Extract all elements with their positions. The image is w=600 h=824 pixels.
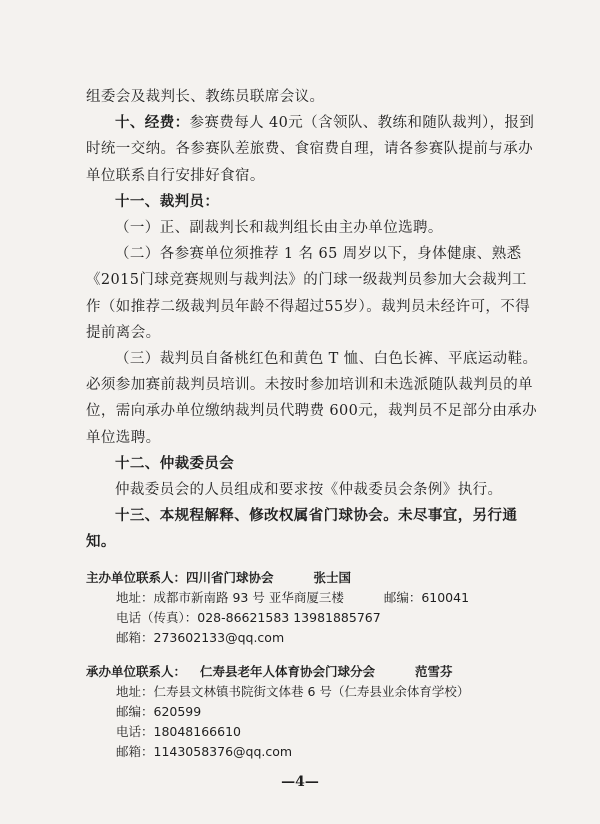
paragraph-referee-2: （二）各参赛单位须推荐 1 名 65 周岁以下，身体健康、熟悉《2015门球竞赛规则与裁判法》的门球一级裁判员参加大会裁判工作（如推荐二级裁判员年龄不得超过55岁）。裁判员未经许可，不得提前离会。 bbox=[86, 246, 531, 341]
paragraph-fees bbox=[86, 110, 538, 189]
host-label: 承办单位联系人： bbox=[86, 664, 187, 679]
paragraph-referee-1: （一）正、副裁判长和裁判组长由主办单位选聘。 bbox=[115, 220, 443, 237]
host-phone: 电话：18048166610 bbox=[116, 724, 241, 739]
heading-arbitration: 十二、仲裁委员会 bbox=[115, 454, 235, 472]
organizer-contact bbox=[86, 568, 556, 648]
fees-text: 参赛费每人 40元（含领队、教练和随队裁判），报到时统一交纳。各参赛队差旅费、食宿费自理，请各参赛队提前与承办单位联系自行安排好食宿。 bbox=[86, 115, 535, 184]
host-header bbox=[86, 662, 556, 682]
regulation-body bbox=[86, 84, 538, 556]
page-number: —4— bbox=[281, 774, 319, 790]
organizer-address: 地址：成都市新南路 93 号 亚华商厦三楼 bbox=[116, 590, 344, 605]
organizer-label: 主办单位联系人： bbox=[86, 570, 187, 585]
organizer-org: 四川省门球协会 bbox=[186, 570, 274, 585]
organizer-address-row bbox=[86, 588, 556, 608]
organizer-person: 张士国 bbox=[313, 570, 352, 585]
paragraph-committee-meeting: 组委会及裁判长、教练员联席会议。 bbox=[86, 89, 325, 105]
heading-referees: 十一、裁判员： bbox=[115, 192, 220, 210]
host-org: 仁寿县老年人体育协会门球分会 bbox=[200, 664, 376, 679]
organizer-header bbox=[86, 568, 556, 588]
host-postcode: 邮编：620599 bbox=[116, 704, 202, 719]
host-email: 邮箱：1143058376@qq.com bbox=[116, 744, 293, 759]
host-contact bbox=[86, 662, 556, 762]
host-address: 地址：仁寿县文林镇书院街文体巷 6 号（仁寿县业余体育学校） bbox=[116, 684, 470, 699]
organizer-phone: 电话（传真）：028-86621583 13981885767 bbox=[116, 610, 381, 625]
paragraph-arbitration: 仲裁委员会的人员组成和要求按《仲裁委员会条例》执行。 bbox=[115, 482, 503, 499]
paragraph-referee-3: （三）裁判员自备桃红色和黄色 T 恤、白色长裤、平底运动鞋。必须参加赛前裁判员培训。未按时参加培训和未选派随队裁判员的单位，需向承办单位缴纳裁判员代聘费 600元，裁判员不足部分由承办单位选聘。 bbox=[86, 351, 538, 446]
organizer-postcode: 邮编：610041 bbox=[383, 590, 470, 605]
host-person: 范雪芬 bbox=[415, 664, 453, 679]
heading-fees: 十、经费： bbox=[115, 114, 190, 132]
organizer-email: 邮箱：273602133@qq.com bbox=[116, 630, 285, 645]
paragraph-interpretation: 十三、本规程解释、修改权属省门球协会。未尽事宜，另行通知。 bbox=[86, 507, 518, 551]
